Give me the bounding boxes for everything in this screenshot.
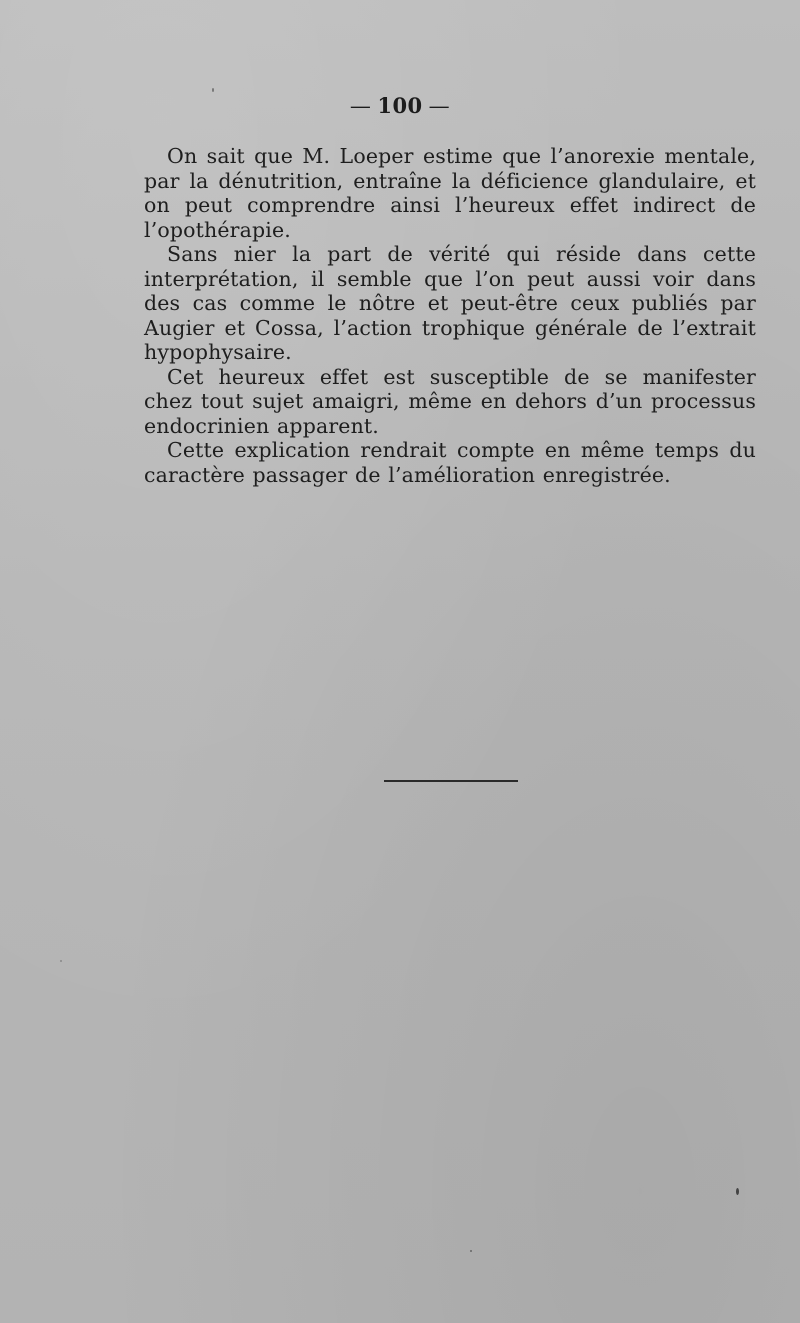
paragraph: On sait que M. Loeper estime que l’anorexie mentale, par la dénutrition, entraîne la déficience glandulaire, et on peut comprendre ainsi l’heureux effet indirect de l’opothérapie. [144, 144, 756, 242]
body-text [144, 144, 756, 487]
page-number [0, 93, 800, 118]
paper-speck [470, 1250, 472, 1252]
paper-speck [212, 88, 214, 92]
page-number-dash-right: — [428, 94, 451, 118]
paper-speck [60, 960, 62, 962]
paragraph: Cet heureux effet est susceptible de se manifester chez tout sujet amaigri, même en dehors d’un processus endocrinien apparent. [144, 364, 756, 438]
section-end-rule [384, 780, 518, 782]
paragraph: Sans nier la part de vérité qui réside dans cette interprétation, il semble que l’on peut aussi voir dans des cas comme le nôtre et peut-être ceux publiés par Augier et Cossa, l’action trophique générale de l’extrait hypophysaire. [144, 242, 756, 364]
page-number-value: 100 [377, 93, 423, 118]
page-number-dash-left: — [349, 94, 372, 118]
paper-speck [736, 1188, 739, 1195]
paragraph: Cette explication rendrait compte en même temps du caractère passager de l’amélioration enregistrée. [144, 438, 756, 487]
